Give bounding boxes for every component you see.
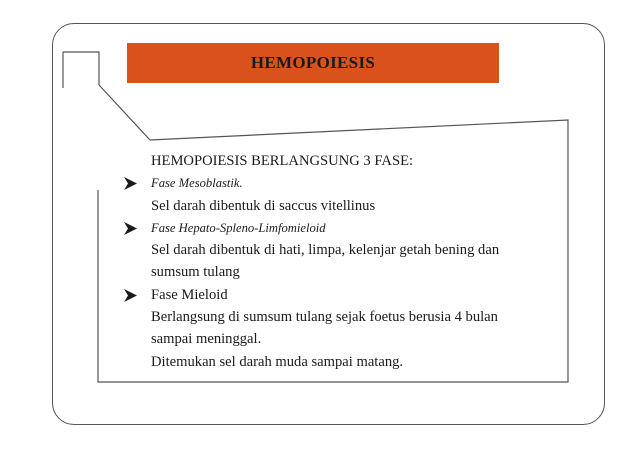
text-line: [124, 351, 564, 373]
line-text: sumsum tulang: [151, 264, 240, 281]
text-line: [124, 328, 564, 350]
line-text: Ditemukan sel darah muda sampai matang.: [151, 353, 404, 370]
page-title: HEMOPOIESIS: [250, 53, 376, 72]
line-text: Fase Mesoblastik.: [151, 176, 243, 191]
line-text: Fase Mieloid: [151, 286, 228, 303]
text-line: [124, 195, 564, 217]
arrowhead-bullet-icon: [124, 177, 137, 190]
line-text: sampai meninggal.: [151, 331, 262, 348]
text-line: [124, 239, 564, 261]
title-banner: [127, 43, 499, 83]
arrowhead-bullet-icon: [124, 222, 137, 235]
text-line: [124, 150, 564, 172]
text-line: [124, 261, 564, 283]
line-text: Sel darah dibentuk di hati, limpa, kelenjar getah bening dan: [151, 242, 500, 259]
line-text: Sel darah dibentuk di saccus vitellinus: [151, 197, 376, 214]
arrowhead-bullet-icon: [124, 289, 137, 302]
bullet-item: [124, 217, 564, 239]
line-text: Fase Hepato-Spleno-Limfomieloid: [151, 220, 326, 235]
content-body: [124, 150, 564, 373]
bullet-item: [124, 284, 564, 306]
text-line: [124, 306, 564, 328]
line-text: Berlangsung di sumsum tulang sejak foetus berusia 4 bulan: [151, 309, 498, 326]
bullet-item: [124, 172, 564, 194]
line-text: HEMOPOIESIS BERLANGSUNG 3 FASE:: [151, 153, 414, 169]
